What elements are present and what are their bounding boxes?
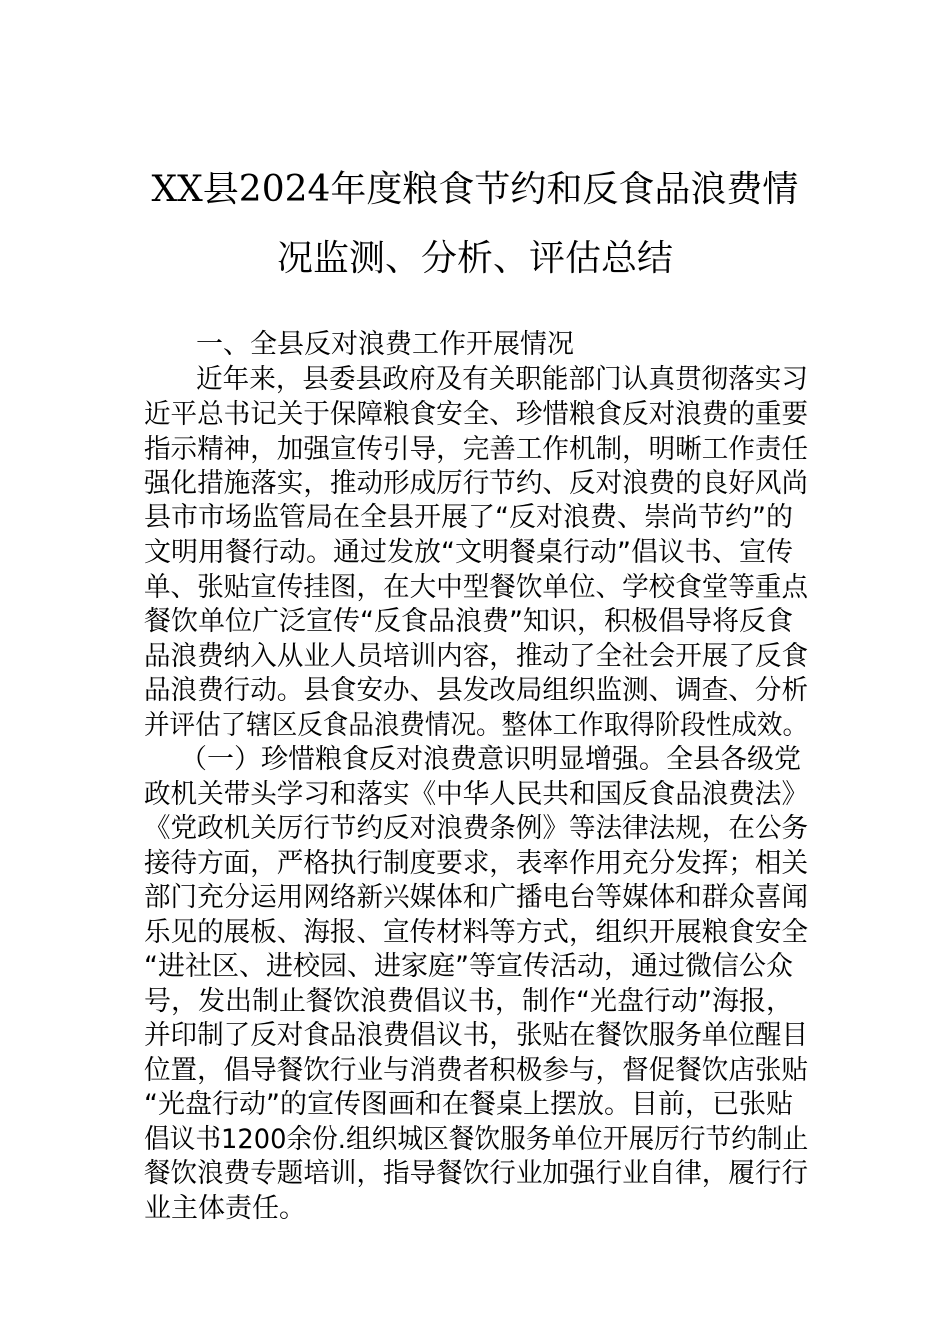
paragraph-2-line: 部门充分运用网络新兴媒体和广播电台等媒体和群众喜闻 bbox=[144, 882, 808, 913]
document-title-line-2: 况监测、分析、评估总结 bbox=[276, 238, 673, 279]
paragraph-1-line: 餐饮单位广泛宣传“反食品浪费”知识，积极倡导将反食 bbox=[144, 606, 793, 637]
paragraph-1-line: 指示精神，加强宣传引导，完善工作机制，明晰工作责任 bbox=[144, 434, 808, 465]
paragraph-1-line: 强化措施落实，推动形成厉行节约、反对浪费的良好风尚 bbox=[144, 468, 808, 499]
paragraph-2-line: 政机关带头学习和落实《中华人民共和国反食品浪费法》 bbox=[144, 779, 808, 810]
paragraph-1-line: 近年来，县委县政府及有关职能部门认真贯彻落实习 bbox=[196, 364, 808, 395]
paragraph-2-line: “进社区、进校园、进家庭”等宣传活动，通过微信公众 bbox=[144, 951, 793, 982]
paragraph-1-line: 品浪费行动。县食安办、县发改局组织监测、调查、分析 bbox=[144, 675, 808, 706]
section-heading: 一、全县反对浪费工作开展情况 bbox=[196, 329, 574, 360]
paragraph-2-line: 乐见的展板、海报、宣传材料等方式，组织开展粮食安全 bbox=[144, 917, 808, 948]
paragraph-2-line: 《党政机关厉行节约反对浪费条例》等法律法规，在公务 bbox=[144, 813, 808, 844]
paragraph-2-line: （一）珍惜粮食反对浪费意识明显增强。全县各级党 bbox=[180, 744, 801, 775]
paragraph-1-line: 文明用餐行动。通过发放“文明餐桌行动”倡议书、宣传 bbox=[144, 537, 793, 568]
paragraph-2-line: 倡议书1200余份.组织城区餐饮服务单位开展厉行节约制止 bbox=[144, 1124, 809, 1155]
paragraph-2-line: 位置，倡导餐饮行业与消费者积极参与，督促餐饮店张贴 bbox=[144, 1055, 808, 1086]
paragraph-2-line: 业主体责任。 bbox=[144, 1193, 306, 1224]
paragraph-2-line: 并印制了反对食品浪费倡议书，张贴在餐饮服务单位醒目 bbox=[144, 1020, 808, 1051]
paragraph-2-line: 餐饮浪费专题培训，指导餐饮行业加强行业自律，履行行 bbox=[144, 1158, 808, 1189]
paragraph-2-line: “光盘行动”的宣传图画和在餐桌上摆放。目前，已张贴 bbox=[144, 1089, 793, 1120]
paragraph-1-line: 县市市场监管局在全县开展了“反对浪费、崇尚节约”的 bbox=[144, 502, 793, 533]
paragraph-2-line: 接待方面，严格执行制度要求，表率作用充分发挥；相关 bbox=[144, 848, 808, 879]
paragraph-2-line: 号，发出制止餐饮浪费倡议书，制作“光盘行动”海报， bbox=[144, 986, 793, 1017]
paragraph-1-line: 近平总书记关于保障粮食安全、珍惜粮食反对浪费的重要 bbox=[144, 399, 808, 430]
paragraph-1-line: 品浪费纳入从业人员培训内容，推动了全社会开展了反食 bbox=[144, 641, 808, 672]
document-title-line-1: XX县2024年度粮食节约和反食品浪费情 bbox=[151, 169, 799, 210]
paragraph-1-line: 单、张贴宣传挂图，在大中型餐饮单位、学校食堂等重点 bbox=[144, 572, 808, 603]
paragraph-1-line: 并评估了辖区反食品浪费情况。整体工作取得阶段性成效。 bbox=[144, 710, 808, 741]
